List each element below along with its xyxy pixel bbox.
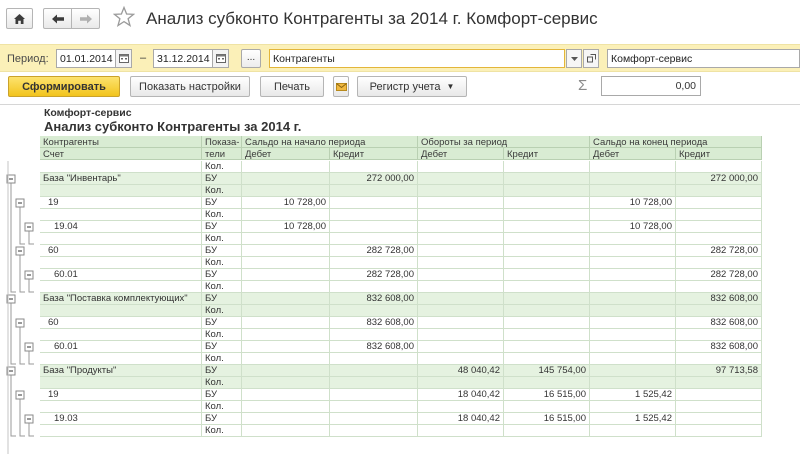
group-bracket bbox=[29, 351, 34, 364]
closing-debit-cell: 1 525,42 bbox=[590, 413, 676, 425]
indicator-cell: БУ bbox=[202, 173, 242, 185]
turnover-credit-cell bbox=[504, 353, 590, 365]
opening-credit-cell bbox=[330, 401, 418, 413]
turnover-debit-cell bbox=[418, 233, 504, 245]
closing-debit-cell bbox=[590, 245, 676, 257]
opening-credit-cell bbox=[330, 365, 418, 377]
account-cell: База "Инвентарь" bbox=[40, 173, 202, 185]
closing-credit-cell: 832 608,00 bbox=[676, 317, 762, 329]
opening-debit-cell bbox=[242, 185, 330, 197]
table-row bbox=[40, 281, 762, 293]
indicator-cell: Кол. bbox=[202, 257, 242, 269]
group-bracket bbox=[29, 231, 34, 244]
account-cell bbox=[40, 257, 202, 269]
report-organization: Комфорт-сервис bbox=[44, 107, 132, 119]
turnover-credit-cell bbox=[504, 401, 590, 413]
turnover-credit-cell: 16 515,00 bbox=[504, 389, 590, 401]
opening-debit-cell bbox=[242, 281, 330, 293]
turnover-credit-cell bbox=[504, 185, 590, 197]
opening-credit-cell bbox=[330, 221, 418, 233]
turnover-credit-cell bbox=[504, 197, 590, 209]
indicator-cell: Кол. bbox=[202, 329, 242, 341]
account-cell bbox=[40, 353, 202, 365]
indicator-cell: Кол. bbox=[202, 377, 242, 389]
header-counterparty: Контрагенты bbox=[40, 136, 202, 148]
header-closing-balance: Сальдо на конец периода bbox=[590, 136, 762, 148]
turnover-credit-cell bbox=[504, 173, 590, 185]
table-row bbox=[40, 257, 762, 269]
opening-debit-cell bbox=[242, 329, 330, 341]
header-turnover-debit: Дебет bbox=[418, 148, 504, 160]
table-row bbox=[40, 401, 762, 413]
opening-debit-cell bbox=[242, 257, 330, 269]
table-row bbox=[40, 341, 762, 353]
indicator-cell: БУ bbox=[202, 197, 242, 209]
closing-credit-cell bbox=[676, 329, 762, 341]
indicator-cell: БУ bbox=[202, 317, 242, 329]
closing-credit-cell: 282 728,00 bbox=[676, 245, 762, 257]
closing-debit-cell: 1 525,42 bbox=[590, 389, 676, 401]
account-cell bbox=[40, 305, 202, 317]
turnover-credit-cell: 16 515,00 bbox=[504, 413, 590, 425]
opening-debit-cell bbox=[242, 425, 330, 437]
opening-credit-cell bbox=[330, 377, 418, 389]
open-icon bbox=[587, 54, 596, 63]
back-button[interactable] bbox=[43, 8, 72, 29]
group-bracket bbox=[29, 423, 34, 436]
group-bracket bbox=[11, 375, 16, 436]
indicator-cell: БУ bbox=[202, 341, 242, 353]
turnover-debit-cell bbox=[418, 317, 504, 329]
envelope-icon bbox=[336, 83, 347, 91]
table-row bbox=[40, 221, 762, 233]
opening-credit-cell bbox=[330, 233, 418, 245]
calendar-icon bbox=[119, 54, 129, 63]
opening-credit-cell: 832 608,00 bbox=[330, 317, 418, 329]
account-cell: 19.03 bbox=[40, 413, 202, 425]
turnover-credit-cell bbox=[504, 221, 590, 233]
turnover-debit-cell bbox=[418, 245, 504, 257]
opening-debit-cell bbox=[242, 401, 330, 413]
table-row bbox=[40, 209, 762, 221]
closing-credit-cell bbox=[676, 413, 762, 425]
turnover-debit-cell bbox=[418, 293, 504, 305]
indicator-cell: Кол. bbox=[202, 161, 242, 173]
header-opening-balance: Сальдо на начало периода bbox=[242, 136, 418, 148]
table-row bbox=[40, 197, 762, 209]
date-from-field[interactable]: 01.01.2014 bbox=[56, 49, 116, 68]
turnover-credit-cell bbox=[504, 305, 590, 317]
table-row bbox=[40, 317, 762, 329]
closing-credit-cell bbox=[676, 161, 762, 173]
group-bracket bbox=[20, 399, 25, 436]
turnover-credit-cell bbox=[504, 209, 590, 221]
closing-debit-cell bbox=[590, 269, 676, 281]
opening-credit-cell bbox=[330, 185, 418, 197]
group-bracket bbox=[20, 207, 25, 244]
turnover-debit-cell: 18 040,42 bbox=[418, 389, 504, 401]
account-cell: 60.01 bbox=[40, 269, 202, 281]
closing-credit-cell bbox=[676, 185, 762, 197]
indicator-cell: Кол. bbox=[202, 305, 242, 317]
arrow-right-icon bbox=[79, 13, 93, 25]
opening-credit-cell bbox=[330, 257, 418, 269]
report-settings-bar bbox=[0, 44, 800, 72]
opening-credit-cell bbox=[330, 425, 418, 437]
home-button[interactable] bbox=[6, 8, 33, 29]
turnover-debit-cell: 48 040,42 bbox=[418, 365, 504, 377]
indicator-cell: Кол. bbox=[202, 185, 242, 197]
opening-credit-cell bbox=[330, 305, 418, 317]
indicator-cell: БУ bbox=[202, 245, 242, 257]
account-cell: 19 bbox=[40, 389, 202, 401]
closing-debit-cell bbox=[590, 161, 676, 173]
period-dash: – bbox=[140, 52, 147, 64]
turnover-credit-cell bbox=[504, 245, 590, 257]
account-cell: 19.04 bbox=[40, 221, 202, 233]
turnover-credit-cell bbox=[504, 281, 590, 293]
turnover-debit-cell bbox=[418, 185, 504, 197]
chevron-down-icon: ▼ bbox=[446, 82, 455, 91]
account-cell bbox=[40, 329, 202, 341]
turnover-debit-cell bbox=[418, 221, 504, 233]
table-row bbox=[40, 293, 762, 305]
group-bracket bbox=[11, 183, 16, 292]
account-cell bbox=[40, 377, 202, 389]
table-row bbox=[40, 413, 762, 425]
closing-credit-cell bbox=[676, 305, 762, 317]
table-row bbox=[40, 377, 762, 389]
turnover-debit-cell bbox=[418, 161, 504, 173]
opening-debit-cell bbox=[242, 341, 330, 353]
closing-debit-cell: 10 728,00 bbox=[590, 221, 676, 233]
turnover-debit-cell bbox=[418, 281, 504, 293]
date-from-calendar-button[interactable] bbox=[116, 49, 132, 68]
table-row bbox=[40, 185, 762, 197]
header-opening-debit: Дебет bbox=[242, 148, 330, 160]
account-cell bbox=[40, 401, 202, 413]
choose-period-button[interactable]: ... bbox=[241, 49, 261, 68]
group-bracket bbox=[20, 327, 25, 364]
opening-debit-cell bbox=[242, 269, 330, 281]
closing-debit-cell bbox=[590, 209, 676, 221]
turnover-debit-cell bbox=[418, 209, 504, 221]
indicator-cell: Кол. bbox=[202, 281, 242, 293]
turnover-credit-cell bbox=[504, 341, 590, 353]
indicator-cell: БУ bbox=[202, 269, 242, 281]
generate-button[interactable]: Сформировать bbox=[8, 76, 120, 97]
opening-debit-cell bbox=[242, 161, 330, 173]
chevron-down-icon bbox=[571, 57, 578, 61]
header-indicator-bottom: тели bbox=[202, 148, 242, 160]
closing-credit-cell: 832 608,00 bbox=[676, 293, 762, 305]
turnover-credit-cell bbox=[504, 269, 590, 281]
closing-debit-cell bbox=[590, 257, 676, 269]
opening-credit-cell bbox=[330, 353, 418, 365]
opening-credit-cell bbox=[330, 197, 418, 209]
opening-debit-cell: 10 728,00 bbox=[242, 197, 330, 209]
closing-debit-cell bbox=[590, 329, 676, 341]
table-row bbox=[40, 389, 762, 401]
opening-debit-cell bbox=[242, 353, 330, 365]
table-row bbox=[40, 365, 762, 377]
closing-debit-cell bbox=[590, 173, 676, 185]
subconto-dropdown-button[interactable] bbox=[566, 49, 582, 68]
opening-credit-cell bbox=[330, 281, 418, 293]
account-cell: 60 bbox=[40, 245, 202, 257]
closing-debit-cell bbox=[590, 281, 676, 293]
opening-debit-cell bbox=[242, 293, 330, 305]
table-row bbox=[40, 425, 762, 437]
header-turnover: Обороты за период bbox=[418, 136, 590, 148]
header-opening-credit: Кредит bbox=[330, 148, 418, 160]
opening-debit-cell bbox=[242, 173, 330, 185]
account-cell bbox=[40, 209, 202, 221]
account-cell bbox=[40, 233, 202, 245]
table-row bbox=[40, 353, 762, 365]
indicator-cell: Кол. bbox=[202, 209, 242, 221]
indicator-cell: БУ bbox=[202, 293, 242, 305]
turnover-debit-cell bbox=[418, 353, 504, 365]
closing-debit-cell bbox=[590, 365, 676, 377]
turnover-credit-cell bbox=[504, 377, 590, 389]
closing-debit-cell bbox=[590, 425, 676, 437]
turnover-debit-cell bbox=[418, 341, 504, 353]
indicator-cell: БУ bbox=[202, 221, 242, 233]
sigma-icon: Σ bbox=[578, 77, 588, 94]
turnover-credit-cell bbox=[504, 293, 590, 305]
turnover-debit-cell bbox=[418, 197, 504, 209]
account-cell: 60.01 bbox=[40, 341, 202, 353]
account-cell: 60 bbox=[40, 317, 202, 329]
date-to-field[interactable]: 31.12.2014 bbox=[153, 49, 213, 68]
opening-credit-cell bbox=[330, 329, 418, 341]
closing-debit-cell bbox=[590, 353, 676, 365]
header-closing-debit: Дебет bbox=[590, 148, 676, 160]
table-row bbox=[40, 173, 762, 185]
closing-debit-cell bbox=[590, 377, 676, 389]
period-label: Период: bbox=[7, 53, 49, 65]
command-bar bbox=[0, 76, 800, 98]
opening-credit-cell bbox=[330, 161, 418, 173]
closing-debit-cell bbox=[590, 185, 676, 197]
indicator-cell: Кол. bbox=[202, 425, 242, 437]
closing-credit-cell bbox=[676, 425, 762, 437]
account-cell: База "Продукты" bbox=[40, 365, 202, 377]
star-icon[interactable] bbox=[113, 5, 135, 29]
turnover-debit-cell bbox=[418, 377, 504, 389]
closing-credit-cell bbox=[676, 209, 762, 221]
home-icon bbox=[13, 13, 26, 25]
table-row bbox=[40, 329, 762, 341]
header-turnover-credit: Кредит bbox=[504, 148, 590, 160]
opening-credit-cell bbox=[330, 389, 418, 401]
closing-debit-cell bbox=[590, 401, 676, 413]
opening-credit-cell bbox=[330, 209, 418, 221]
opening-debit-cell bbox=[242, 233, 330, 245]
indicator-cell: БУ bbox=[202, 389, 242, 401]
group-bracket bbox=[11, 303, 16, 364]
calendar-icon bbox=[216, 54, 226, 63]
forward-button[interactable] bbox=[71, 8, 100, 29]
header-closing-credit: Кредит bbox=[676, 148, 762, 160]
turnover-credit-cell bbox=[504, 317, 590, 329]
page-title: Анализ субконто Контрагенты за 2014 г. Комфорт-сервис bbox=[146, 9, 598, 28]
date-to-calendar-button[interactable] bbox=[213, 49, 229, 68]
send-email-button[interactable] bbox=[333, 76, 349, 97]
indicator-cell: Кол. bbox=[202, 233, 242, 245]
turnover-debit-cell bbox=[418, 269, 504, 281]
turnover-debit-cell bbox=[418, 425, 504, 437]
title-bar bbox=[0, 0, 800, 38]
opening-debit-cell: 10 728,00 bbox=[242, 221, 330, 233]
turnover-debit-cell: 18 040,42 bbox=[418, 413, 504, 425]
opening-debit-cell bbox=[242, 317, 330, 329]
account-cell: 19 bbox=[40, 197, 202, 209]
closing-debit-cell bbox=[590, 305, 676, 317]
turnover-debit-cell bbox=[418, 401, 504, 413]
subconto-open-button[interactable] bbox=[583, 49, 599, 68]
opening-debit-cell bbox=[242, 389, 330, 401]
closing-credit-cell bbox=[676, 233, 762, 245]
account-cell bbox=[40, 161, 202, 173]
closing-credit-cell bbox=[676, 389, 762, 401]
opening-debit-cell bbox=[242, 245, 330, 257]
account-cell bbox=[40, 281, 202, 293]
closing-debit-cell bbox=[590, 317, 676, 329]
turnover-credit-cell: 145 754,00 bbox=[504, 365, 590, 377]
table-row bbox=[40, 269, 762, 281]
opening-debit-cell bbox=[242, 413, 330, 425]
opening-debit-cell bbox=[242, 377, 330, 389]
closing-credit-cell: 832 608,00 bbox=[676, 341, 762, 353]
opening-credit-cell: 832 608,00 bbox=[330, 293, 418, 305]
turnover-debit-cell bbox=[418, 305, 504, 317]
closing-credit-cell bbox=[676, 221, 762, 233]
closing-credit-cell bbox=[676, 401, 762, 413]
header-account: Счет bbox=[40, 148, 202, 160]
report-title: Анализ субконто Контрагенты за 2014 г. bbox=[44, 119, 302, 134]
closing-debit-cell bbox=[590, 293, 676, 305]
header-indicator-top: Показа- bbox=[202, 136, 242, 148]
turnover-credit-cell bbox=[504, 161, 590, 173]
subconto-field[interactable]: Контрагенты bbox=[269, 49, 565, 68]
arrow-left-icon bbox=[51, 13, 65, 25]
group-bracket bbox=[20, 255, 25, 292]
selected-sum-field: 0,00 bbox=[601, 76, 701, 96]
opening-credit-cell: 832 608,00 bbox=[330, 341, 418, 353]
closing-debit-cell bbox=[590, 233, 676, 245]
turnover-debit-cell bbox=[418, 257, 504, 269]
turnover-debit-cell bbox=[418, 329, 504, 341]
opening-credit-cell: 282 728,00 bbox=[330, 245, 418, 257]
closing-credit-cell bbox=[676, 377, 762, 389]
grouping-gutter bbox=[0, 105, 40, 454]
indicator-cell: БУ bbox=[202, 413, 242, 425]
closing-credit-cell: 97 713,58 bbox=[676, 365, 762, 377]
turnover-credit-cell bbox=[504, 329, 590, 341]
turnover-debit-cell bbox=[418, 173, 504, 185]
opening-credit-cell: 272 000,00 bbox=[330, 173, 418, 185]
registry-dropdown-button[interactable] bbox=[357, 76, 467, 97]
print-button[interactable]: Печать bbox=[260, 76, 324, 97]
table-row bbox=[40, 305, 762, 317]
turnover-credit-cell bbox=[504, 257, 590, 269]
account-cell bbox=[40, 185, 202, 197]
closing-credit-cell bbox=[676, 257, 762, 269]
closing-debit-cell: 10 728,00 bbox=[590, 197, 676, 209]
account-cell bbox=[40, 425, 202, 437]
closing-credit-cell bbox=[676, 353, 762, 365]
registry-label: Регистр учета bbox=[369, 80, 441, 93]
turnover-credit-cell bbox=[504, 233, 590, 245]
opening-debit-cell bbox=[242, 305, 330, 317]
indicator-cell: БУ bbox=[202, 365, 242, 377]
closing-credit-cell: 272 000,00 bbox=[676, 173, 762, 185]
opening-debit-cell bbox=[242, 209, 330, 221]
show-settings-button[interactable]: Показать настройки bbox=[130, 76, 250, 97]
indicator-cell: Кол. bbox=[202, 353, 242, 365]
group-bracket bbox=[29, 279, 34, 292]
turnover-credit-cell bbox=[504, 425, 590, 437]
indicator-cell: Кол. bbox=[202, 401, 242, 413]
table-row bbox=[40, 161, 762, 173]
opening-credit-cell: 282 728,00 bbox=[330, 269, 418, 281]
organization-field[interactable]: Комфорт-сервис bbox=[607, 49, 800, 68]
table-row bbox=[40, 245, 762, 257]
table-row bbox=[40, 233, 762, 245]
account-cell: База "Поставка комплектующих" bbox=[40, 293, 202, 305]
opening-debit-cell bbox=[242, 365, 330, 377]
closing-credit-cell bbox=[676, 281, 762, 293]
closing-credit-cell bbox=[676, 197, 762, 209]
opening-credit-cell bbox=[330, 413, 418, 425]
closing-credit-cell: 282 728,00 bbox=[676, 269, 762, 281]
closing-debit-cell bbox=[590, 341, 676, 353]
report-sheet[interactable] bbox=[0, 104, 800, 454]
